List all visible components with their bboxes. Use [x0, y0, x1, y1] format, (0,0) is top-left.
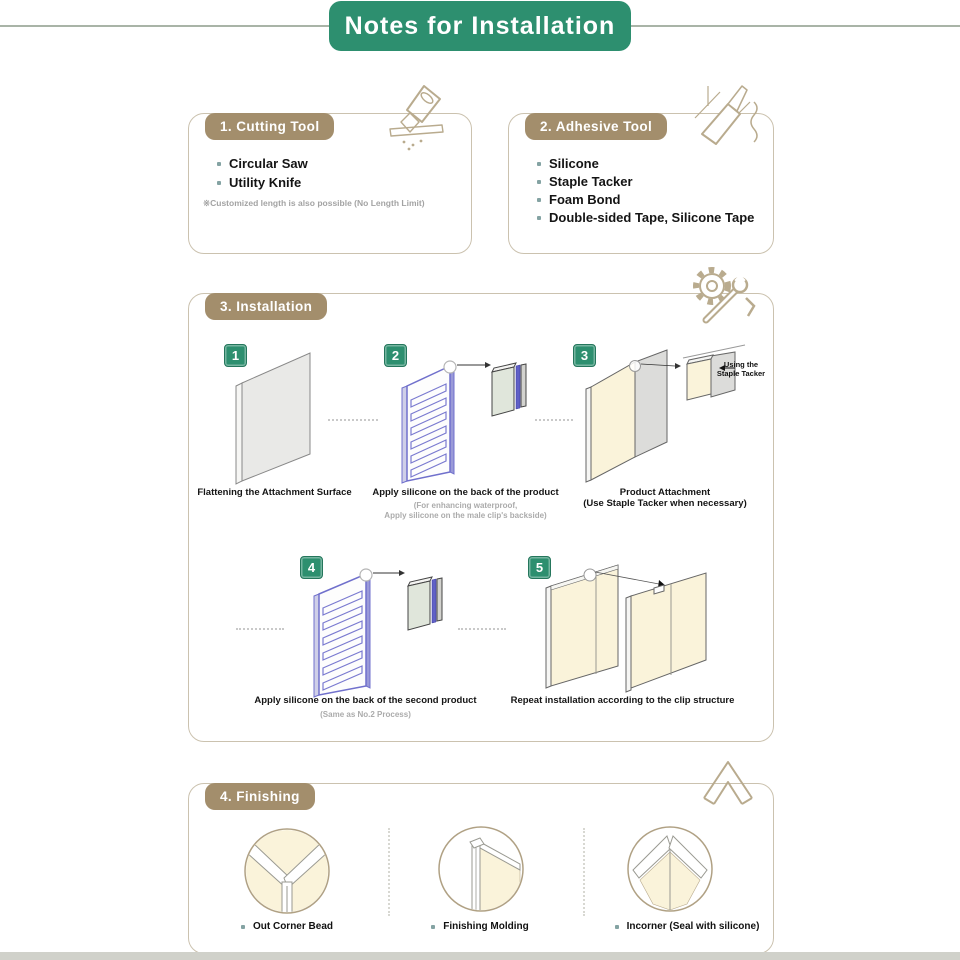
list-item	[405, 921, 555, 932]
dotted-separator	[458, 628, 506, 630]
step1-panel-illustration	[228, 350, 348, 485]
cutting-tool-label: 1. Cutting Tool	[205, 113, 334, 140]
cutting-note: ※Customized length is also possible (No Length Limit)	[203, 198, 425, 208]
step2-subcaption-2: Apply silicone on the male clip's backside)	[384, 511, 547, 520]
staple-tacker-annotation: Using the Staple Tacker	[716, 360, 766, 378]
incorner-diagram	[627, 826, 713, 912]
step-badge-1: 1	[224, 344, 247, 367]
dotted-separator	[535, 419, 573, 421]
step5-repeat-illustration	[538, 558, 743, 698]
bullet-icon	[537, 216, 541, 220]
installation-label: 3. Installation	[205, 293, 327, 320]
page-title-banner	[329, 1, 631, 51]
page-bottom-strip	[0, 952, 960, 960]
bullet-icon	[537, 162, 541, 166]
list-item	[537, 210, 754, 225]
adhesive-item-label: Double-sided Tape, Silicone Tape	[549, 210, 755, 225]
gear-wrench-icon	[686, 258, 771, 330]
step4-silicone-illustration	[302, 562, 452, 702]
step-badge-2: 2	[384, 344, 407, 367]
finishing-item-label: Out Corner Bead	[252, 921, 333, 932]
adhesive-item-label: Foam Bond	[549, 192, 621, 207]
bullet-icon	[615, 925, 619, 929]
list-item	[537, 174, 633, 189]
step-badge-5: 5	[528, 556, 551, 579]
page-title: Notes for Installation	[344, 11, 616, 40]
cutting-item-label: Utility Knife	[229, 175, 302, 190]
step2-subcaption-1: (For enhancing waterproof,	[413, 501, 518, 510]
header-rule-left	[0, 25, 329, 27]
bullet-icon	[241, 925, 245, 929]
finishing-label: 4. Finishing	[205, 783, 315, 810]
step4-subcaption: (Same as No.2 Process)	[320, 710, 411, 719]
dotted-separator	[328, 419, 378, 421]
silicone-tube-icon	[694, 82, 769, 154]
list-item	[217, 175, 301, 190]
corner-bead-icon	[700, 756, 758, 810]
list-item	[537, 156, 599, 171]
step2-silicone-illustration	[388, 350, 538, 485]
step-badge-3: 3	[573, 344, 596, 367]
dotted-separator	[388, 828, 390, 916]
cutting-item-label: Circular Saw	[229, 156, 308, 171]
adhesive-item-label: Silicone	[549, 156, 599, 171]
finishing-molding-diagram	[438, 826, 524, 912]
list-item	[217, 156, 308, 171]
step2-caption: Apply silicone on the back of the product	[372, 487, 559, 498]
step4-caption: Apply silicone on the back of the second product	[254, 695, 477, 706]
adhesive-tool-label: 2. Adhesive Tool	[525, 113, 667, 140]
bullet-icon	[217, 181, 221, 185]
bullet-icon	[537, 180, 541, 184]
header-rule-right	[631, 25, 960, 27]
finishing-item-label: Finishing Molding	[443, 921, 529, 932]
step1-caption: Flattening the Attachment Surface	[197, 487, 352, 498]
adhesive-item-label: Staple Tacker	[549, 174, 633, 189]
step3-caption: Product Attachment	[619, 487, 711, 498]
list-item	[217, 921, 357, 932]
dotted-separator	[583, 828, 585, 916]
utility-knife-icon	[380, 84, 452, 152]
list-item	[592, 921, 782, 932]
finishing-item-label: Incorner (Seal with silicone)	[626, 921, 760, 932]
out-corner-bead-diagram	[244, 828, 330, 914]
bullet-icon	[431, 925, 435, 929]
list-item	[537, 192, 621, 207]
dotted-separator	[236, 628, 284, 630]
step5-caption: Repeat installation according to the clip structure	[510, 695, 735, 706]
step3-subcaption: (Use Staple Tacker when necessary)	[583, 498, 747, 509]
bullet-icon	[217, 162, 221, 166]
step-badge-4: 4	[300, 556, 323, 579]
bullet-icon	[537, 198, 541, 202]
